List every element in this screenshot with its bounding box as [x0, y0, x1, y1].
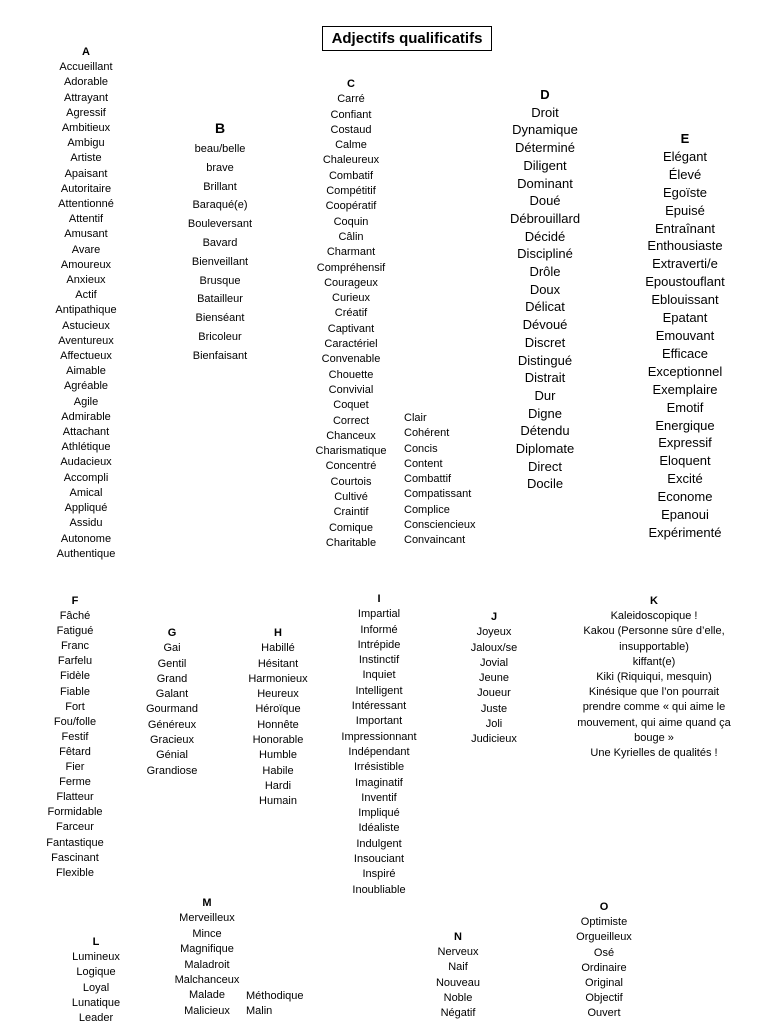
- adjective-item: Extraverti/e: [652, 256, 718, 272]
- adjective-item: Agréable: [63, 380, 109, 393]
- adjective-item: Jeune: [479, 672, 509, 685]
- adjective-item: Délicat: [525, 299, 565, 315]
- adjective-item: Costaud: [330, 123, 372, 136]
- adjective-item: Emotif: [666, 399, 704, 415]
- adjective-item: Ordinaire: [581, 961, 627, 974]
- adjective-item: Charitable: [325, 536, 377, 549]
- adjective-item: Enthousiaste: [647, 238, 723, 254]
- adjective-item: Bienséant: [195, 312, 245, 325]
- adjective-item: Amoureux: [60, 258, 112, 271]
- adjective-item: Emouvant: [655, 327, 715, 343]
- adjective-item: Judicieux: [471, 733, 517, 746]
- column-heading: K: [650, 595, 658, 607]
- adjective-item: Doux: [529, 281, 561, 297]
- adjective-item: Eblouissant: [651, 292, 719, 308]
- adjective-item: Malin: [246, 1005, 273, 1018]
- adjective-item: Discret: [524, 334, 566, 350]
- adjective-item: Kinésique que l’on pourrait: [588, 686, 720, 699]
- adjective-item: Admirable: [61, 410, 111, 423]
- adjective-item: Indépendant: [348, 745, 410, 758]
- adjective-item: Confiant: [330, 108, 372, 121]
- adjective-item: Ferme: [59, 776, 91, 789]
- column-heading: E: [680, 131, 690, 146]
- adjective-item: Ambitieux: [61, 122, 111, 135]
- adjective-item: Fier: [65, 761, 85, 774]
- adjective-item: Accueillant: [59, 61, 113, 74]
- adjective-item: Bricoleur: [198, 330, 242, 343]
- adjective-item: insupportable): [619, 640, 689, 653]
- adjective-item: Caractériel: [324, 338, 378, 351]
- adjective-item: Fidèle: [60, 670, 90, 683]
- adjective-item: Joli: [485, 718, 503, 731]
- adjective-item: Elégant: [662, 148, 708, 164]
- column-k: [566, 594, 742, 761]
- adjective-item: Débrouillard: [509, 210, 581, 226]
- adjective-item: Original: [585, 977, 623, 990]
- column-heading: G: [167, 627, 177, 639]
- adjective-item: Joyeux: [476, 626, 512, 639]
- adjective-item: Leader: [78, 1012, 114, 1025]
- column-n: [418, 930, 498, 1021]
- adjective-item: Dynamique: [512, 122, 578, 138]
- adjective-item: Bienfaisant: [192, 349, 248, 362]
- adjective-item: Négatif: [440, 1007, 476, 1020]
- adjective-item: Ouvert: [587, 1007, 621, 1020]
- adjective-item: Flexible: [56, 866, 94, 879]
- adjective-item: Farceur: [56, 821, 94, 834]
- adjective-item: Antipathique: [55, 304, 117, 317]
- page-title: Adjectifs qualificatifs: [322, 26, 492, 51]
- adjective-item: Méthodique: [246, 990, 304, 1002]
- adjective-item: Convaincant: [404, 534, 466, 547]
- column-b: [170, 119, 270, 366]
- adjective-item: Jovial: [479, 656, 509, 669]
- adjective-item: Athlétique: [61, 441, 111, 454]
- adjective-item: Artiste: [70, 152, 102, 165]
- column-d: [490, 86, 600, 493]
- adjective-item: Digne: [528, 405, 562, 421]
- adjective-item: Adorable: [63, 76, 109, 89]
- adjective-item: Nouveau: [435, 976, 481, 989]
- column-g: [130, 626, 214, 779]
- column-heading: H: [274, 627, 282, 639]
- adjective-item: Kiki (Riquiqui, mesquin): [596, 671, 712, 684]
- adjective-item: Diligent: [523, 157, 567, 173]
- adjective-item: Aimable: [66, 365, 106, 378]
- adjective-item: Flatteur: [56, 791, 94, 804]
- adjective-item: Courageux: [324, 276, 378, 289]
- adjective-item: Amusant: [64, 228, 108, 241]
- column-c: [300, 77, 402, 551]
- adjective-item: Intrépide: [357, 638, 401, 651]
- adjective-item: Humain: [259, 795, 297, 808]
- adjective-item: Héroïque: [255, 703, 301, 716]
- adjective-item: Agressif: [66, 106, 106, 119]
- adjective-item: Content: [404, 457, 443, 470]
- adjective-item: kiffant(e): [632, 655, 676, 668]
- adjective-item: Convivial: [328, 383, 374, 396]
- adjective-item: Détendu: [520, 423, 570, 439]
- adjective-item: Idéaliste: [358, 822, 400, 835]
- adjective-item: Fâché: [59, 610, 91, 623]
- column-l: [56, 935, 136, 1026]
- adjective-item: Exemplaire: [652, 381, 718, 397]
- adjective-item: Gracieux: [149, 734, 195, 747]
- adjective-item: Noble: [443, 991, 473, 1004]
- column-heading: I: [377, 593, 381, 605]
- column-heading: J: [490, 611, 498, 623]
- adjective-item: Brillant: [203, 180, 237, 193]
- adjective-item: Convenable: [321, 353, 381, 366]
- adjective-item: Hésitant: [257, 657, 299, 670]
- adjective-item: Aventureux: [58, 334, 114, 347]
- adjective-item: Farfelu: [57, 655, 93, 668]
- adjective-item: Lunatique: [71, 996, 121, 1009]
- adjective-item: Magnifique: [180, 943, 234, 956]
- adjective-item: Diplomate: [515, 441, 575, 457]
- adjective-item: Gentil: [157, 657, 187, 670]
- adjective-item: Epanoui: [661, 507, 709, 523]
- adjective-item: Charmant: [326, 246, 376, 259]
- adjective-item: Ambigu: [67, 137, 105, 150]
- adjective-item: Cultivé: [334, 491, 368, 504]
- adjective-item: Cohérent: [404, 427, 450, 440]
- adjective-item: Audacieux: [60, 456, 112, 469]
- adjective-item: Fiable: [60, 685, 90, 698]
- adjective-item: Fantastique: [46, 836, 104, 849]
- adjective-item: Docile: [526, 476, 564, 492]
- adjective-item: Harmonieux: [248, 672, 308, 685]
- adjective-item: Intéressant: [351, 700, 407, 713]
- adjective-item: Inspiré: [362, 868, 396, 881]
- adjective-item: Habile: [262, 764, 294, 777]
- column-heading: M: [202, 897, 212, 909]
- adjective-item: Impressionnant: [341, 730, 417, 743]
- adjective-item: Habillé: [261, 642, 295, 655]
- adjective-item: Coquet: [333, 399, 369, 412]
- adjective-item: Merveilleux: [179, 912, 235, 925]
- adjective-item: Autonome: [60, 532, 112, 545]
- adjective-item: Eloquent: [659, 453, 711, 469]
- adjective-item: Apaisant: [64, 167, 108, 180]
- adjective-item: Concis: [404, 442, 438, 455]
- adjective-item: Irrésistible: [353, 761, 405, 774]
- adjective-item: Astucieux: [62, 319, 110, 332]
- adjective-item: Autoritaire: [60, 182, 112, 195]
- adjective-item: Instinctif: [358, 654, 400, 667]
- column-i: [322, 592, 436, 898]
- adjective-item: Anxieux: [66, 274, 106, 287]
- adjective-item: Généreux: [147, 718, 197, 731]
- adjective-item: Malicieux: [184, 1004, 230, 1017]
- adjective-item: Fort: [65, 700, 85, 713]
- column-c-extra: [404, 411, 476, 549]
- adjective-item: Bienveillant: [191, 255, 249, 268]
- adjective-item: Créatif: [334, 307, 368, 320]
- adjective-item: Impliqué: [358, 807, 400, 820]
- adjective-item: Appliqué: [64, 502, 108, 515]
- adjective-item: Dur: [534, 387, 556, 403]
- adjective-item: Distrait: [524, 370, 566, 386]
- adjective-item: Econome: [657, 489, 713, 505]
- adjective-item: Malchanceux: [174, 974, 240, 987]
- adjective-item: Inquiet: [362, 669, 396, 682]
- adjective-item: Imaginatif: [355, 776, 403, 789]
- adjective-item: Concentré: [325, 460, 377, 473]
- column-heading: N: [454, 931, 462, 943]
- adjective-item: Attrayant: [63, 91, 109, 104]
- column-e: [626, 130, 744, 542]
- adjective-item: Honorable: [252, 734, 304, 747]
- adjective-item: Coopératif: [325, 200, 377, 213]
- adjective-item: Avare: [71, 243, 101, 256]
- adjective-item: Droit: [531, 104, 559, 120]
- adjective-item: Fêtard: [59, 745, 91, 758]
- adjective-item: Orgueilleux: [576, 931, 632, 944]
- adjective-item: Discipliné: [517, 246, 573, 262]
- adjective-item: Festif: [61, 730, 89, 743]
- adjective-item: Insouciant: [353, 853, 405, 866]
- adjective-item: Attentif: [68, 213, 104, 226]
- adjective-item: Objectif: [585, 992, 623, 1005]
- adjective-item: Coquin: [333, 215, 369, 228]
- adjective-item: Distingué: [517, 352, 573, 368]
- adjective-item: Une Kyrielles de qualités !: [590, 747, 718, 760]
- column-heading: F: [71, 595, 79, 607]
- adjective-item: Entraînant: [655, 220, 715, 236]
- column-heading: B: [214, 120, 226, 136]
- adjective-item: Baraqué(e): [192, 199, 248, 212]
- adjective-item: Formidable: [47, 806, 103, 819]
- adjective-item: Authentique: [56, 547, 116, 560]
- adjective-item: Combattif: [404, 473, 452, 486]
- adjective-item: Honnête: [257, 718, 299, 731]
- adjective-item: Informé: [360, 623, 398, 636]
- adjective-item: Génial: [156, 749, 188, 762]
- adjective-item: Brusque: [199, 274, 241, 287]
- adjective-item: Actif: [75, 289, 97, 302]
- adjective-item: Excité: [667, 471, 703, 487]
- adjective-item: Curieux: [332, 292, 370, 305]
- adjective-item: Charismatique: [315, 445, 387, 458]
- adjective-item: Logique: [76, 966, 116, 979]
- adjective-item: Captivant: [327, 322, 375, 335]
- adjective-item: Malade: [188, 989, 226, 1002]
- adjective-item: Accompli: [63, 471, 109, 484]
- column-heading: D: [540, 87, 550, 102]
- adjective-item: Joueur: [477, 687, 511, 700]
- adjective-item: Grandiose: [146, 764, 198, 777]
- column-h: [236, 626, 320, 810]
- adjective-item: Impartial: [357, 608, 401, 621]
- column-m: [162, 896, 252, 1019]
- adjective-item: Fascinant: [51, 851, 99, 864]
- adjective-item: Bouleversant: [187, 218, 253, 231]
- adjective-item: Epatant: [662, 310, 708, 326]
- adjective-item: Nerveux: [437, 946, 479, 959]
- column-j: [454, 610, 534, 748]
- adjective-item: beau/belle: [194, 143, 246, 155]
- adjective-item: Expérimenté: [648, 524, 722, 540]
- adjective-item: Maladroit: [184, 958, 230, 971]
- adjective-item: Drôle: [529, 264, 561, 280]
- adjective-item: brave: [206, 161, 234, 174]
- adjective-item: Batailleur: [197, 293, 243, 306]
- adjective-item: Câlin: [338, 230, 364, 243]
- adjective-item: Efficace: [661, 345, 708, 361]
- adjective-item: Expressif: [658, 435, 712, 451]
- column-a: [36, 45, 136, 562]
- adjective-item: Juste: [480, 702, 508, 715]
- adjective-item: Gourmand: [146, 703, 198, 716]
- adjective-item: Epuisé: [665, 202, 705, 218]
- adjective-item: Attachant: [62, 426, 110, 439]
- adjective-item: Hardi: [264, 779, 292, 792]
- adjective-item: Important: [355, 715, 403, 728]
- adjective-item: Calme: [335, 139, 367, 152]
- adjective-item: Chaleureux: [322, 154, 380, 167]
- adjective-item: Direct: [528, 458, 562, 474]
- adjective-item: Chouette: [328, 368, 374, 381]
- adjective-item: Loyal: [82, 981, 110, 994]
- adjective-item: mouvement, qui aime quand ça: [577, 716, 731, 729]
- adjective-item: Compétitif: [326, 185, 376, 198]
- adjective-item: Attentionné: [58, 198, 114, 211]
- adjective-item: Complice: [404, 503, 450, 516]
- adjective-item: Courtois: [330, 475, 372, 488]
- adjective-item: Chanceux: [326, 429, 376, 442]
- adjective-item: Epoustouflant: [645, 274, 725, 290]
- adjective-item: Heureux: [257, 688, 299, 701]
- adjective-item: Dévoué: [522, 317, 568, 333]
- adjective-item: Jaloux/se: [470, 641, 518, 654]
- column-heading: O: [599, 901, 609, 913]
- adjective-item: Clair: [404, 412, 427, 424]
- adjective-item: Mince: [192, 927, 222, 940]
- adjective-item: Intelligent: [355, 684, 403, 697]
- adjective-item: Agile: [73, 395, 99, 408]
- adjective-item: Fou/folle: [53, 715, 97, 728]
- adjective-item: Amical: [69, 486, 103, 499]
- adjective-item: Carré: [337, 93, 365, 106]
- column-heading: C: [347, 78, 355, 90]
- adjective-item: Compatissant: [404, 488, 472, 501]
- adjective-item: Dominant: [517, 175, 573, 191]
- adjective-item: Osé: [593, 946, 615, 959]
- adjective-item: Galant: [155, 688, 189, 701]
- column-o: [564, 900, 644, 1022]
- adjective-item: Egoïste: [662, 184, 708, 200]
- adjective-item: Déterminé: [515, 140, 575, 156]
- adjective-item: Doué: [529, 193, 561, 209]
- adjective-item: Consciencieux: [404, 519, 476, 532]
- adjective-item: Compréhensif: [316, 261, 386, 274]
- adjective-item: Fatigué: [56, 625, 94, 638]
- adjective-item: Optimiste: [580, 916, 628, 929]
- column-m-extra: [246, 989, 304, 1020]
- adjective-item: prendre comme « qui aime le: [582, 701, 726, 714]
- adjective-item: Affectueux: [60, 350, 112, 363]
- adjective-item: Grand: [156, 672, 188, 685]
- adjective-item: Décidé: [524, 228, 566, 244]
- adjective-item: Kaleidoscopique !: [610, 610, 698, 623]
- adjective-item: Élevé: [668, 166, 702, 182]
- adjective-item: Bavard: [202, 236, 238, 249]
- adjective-item: Humble: [259, 749, 297, 762]
- adjective-item: Exceptionnel: [647, 363, 723, 379]
- adjective-item: Kakou (Personne sûre d’elle,: [583, 625, 725, 638]
- column-heading: A: [82, 46, 90, 58]
- adjective-item: Craintif: [333, 506, 369, 519]
- adjective-item: Indulgent: [356, 837, 402, 850]
- adjective-item: bouge »: [634, 731, 674, 744]
- adjective-item: Lumineux: [72, 951, 120, 964]
- adjective-item: Assidu: [69, 517, 103, 530]
- column-f: [30, 594, 120, 881]
- adjective-item: Inventif: [361, 791, 397, 804]
- adjective-item: Combatif: [328, 169, 374, 182]
- adjective-item: Gai: [163, 642, 181, 655]
- adjective-item: Energique: [655, 417, 715, 433]
- adjective-item: Comique: [328, 521, 374, 534]
- adjective-item: Correct: [332, 414, 370, 427]
- adjective-item: Naif: [448, 961, 468, 974]
- adjective-item: Inoubliable: [352, 883, 406, 896]
- adjective-item: Franc: [60, 640, 90, 653]
- column-heading: L: [92, 936, 100, 948]
